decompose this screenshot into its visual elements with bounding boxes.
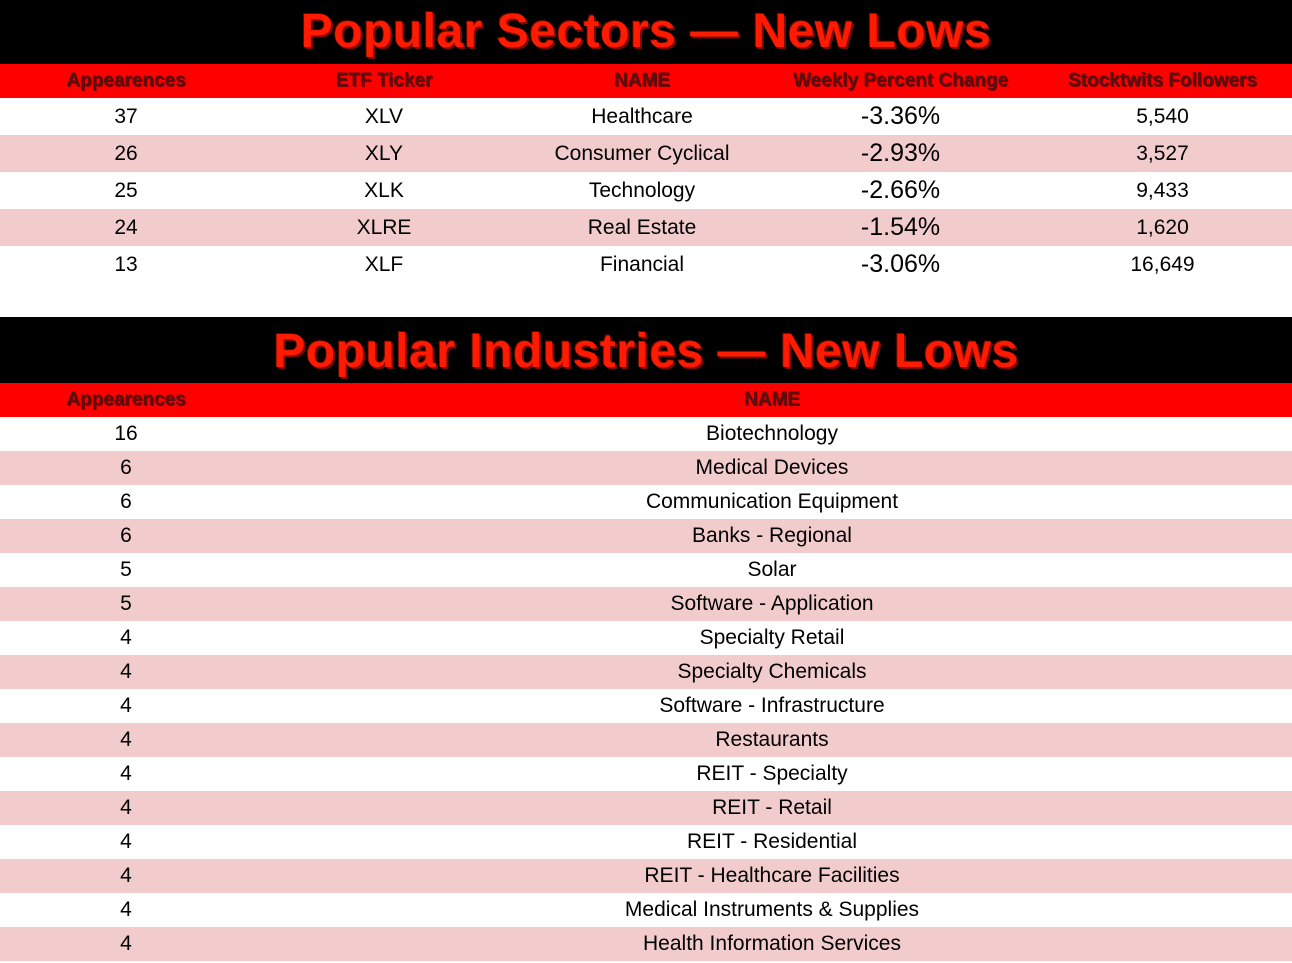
ticker-cell: XLY	[364, 141, 404, 165]
table-row	[0, 135, 1292, 172]
appearances-cell: 25	[114, 178, 138, 202]
appearances-cell: 24	[114, 215, 138, 239]
name-cell: Solar	[747, 558, 797, 581]
name-cell: Consumer Cyclical	[554, 141, 730, 165]
name-cell: Medical Instruments & Supplies	[624, 898, 920, 921]
appearances-cell: 4	[120, 830, 132, 853]
sectors-title: Popular Sectors — New Lows	[0, 0, 1292, 64]
table-row	[0, 825, 1292, 859]
name-cell: Health Information Services	[643, 932, 901, 955]
table-row	[0, 451, 1292, 485]
header-name: NAME	[614, 70, 670, 91]
header-etf-ticker: ETF Ticker	[335, 70, 433, 91]
table-row	[0, 485, 1292, 519]
industries-title: Popular Industries — New Lows	[0, 317, 1292, 383]
appearances-cell: 6	[120, 456, 132, 479]
name-cell: Software - Application	[670, 592, 874, 615]
name-cell: Real Estate	[587, 215, 697, 239]
table-row	[0, 689, 1292, 723]
appearances-cell: 4	[120, 898, 132, 921]
name-cell: REIT - Retail	[712, 796, 832, 819]
table-row	[0, 757, 1292, 791]
table-row	[0, 621, 1292, 655]
header-weekly-change: Weekly Percent Change	[792, 70, 1009, 91]
followers-cell: 3,527	[1136, 141, 1189, 165]
name-cell: Technology	[588, 178, 696, 202]
appearances-cell: 5	[120, 592, 132, 615]
table-row	[0, 587, 1292, 621]
name-cell: REIT - Residential	[686, 830, 857, 853]
name-cell: Specialty Chemicals	[677, 660, 867, 683]
table-row	[0, 172, 1292, 209]
appearances-cell: 6	[120, 524, 132, 547]
appearances-cell: 4	[120, 660, 132, 683]
name-cell: Banks - Regional	[692, 524, 852, 547]
appearances-cell: 26	[114, 141, 138, 165]
table-row	[0, 209, 1292, 246]
name-cell: Software - Infrastructure	[659, 694, 885, 717]
name-cell: Specialty Retail	[699, 626, 845, 649]
followers-cell: 5,540	[1136, 104, 1189, 128]
sectors-header-row	[0, 64, 1292, 98]
change-cell: -3.36%	[860, 102, 941, 130]
table-row	[0, 98, 1292, 135]
appearances-cell: 37	[114, 104, 138, 128]
table-row	[0, 893, 1292, 927]
change-cell: -1.54%	[860, 213, 941, 241]
appearances-cell: 16	[114, 422, 138, 445]
appearances-cell: 13	[114, 252, 138, 276]
table-row	[0, 519, 1292, 553]
appearances-cell: 4	[120, 762, 132, 785]
table-row	[0, 655, 1292, 689]
name-cell: Financial	[599, 252, 685, 276]
ticker-cell: XLK	[364, 178, 404, 202]
name-cell: Healthcare	[591, 104, 693, 128]
header-followers: Stocktwits Followers	[1068, 70, 1257, 91]
followers-cell: 1,620	[1136, 215, 1189, 239]
ticker-cell: XLRE	[356, 215, 412, 239]
change-cell: -2.66%	[860, 176, 941, 204]
appearances-cell: 4	[120, 864, 132, 887]
appearances-cell: 4	[120, 694, 132, 717]
change-cell: -2.93%	[860, 139, 941, 167]
appearances-cell: 4	[120, 626, 132, 649]
table-row	[0, 927, 1292, 961]
industries-header-row	[0, 383, 1292, 417]
table-row	[0, 246, 1292, 283]
name-cell: REIT - Healthcare Facilities	[644, 864, 900, 887]
section-spacer	[0, 283, 1292, 317]
industries-table-body	[0, 417, 1292, 961]
name-cell: Biotechnology	[706, 422, 838, 445]
table-row	[0, 791, 1292, 825]
sectors-table-body	[0, 98, 1292, 283]
name-cell: Medical Devices	[695, 456, 849, 479]
appearances-cell: 4	[120, 796, 132, 819]
followers-cell: 9,433	[1136, 178, 1189, 202]
appearances-cell: 5	[120, 558, 132, 581]
table-row	[0, 417, 1292, 451]
change-cell: -3.06%	[860, 250, 941, 278]
table-row	[0, 723, 1292, 757]
table-row	[0, 553, 1292, 587]
header-name: NAME	[744, 389, 800, 410]
name-cell: REIT - Specialty	[696, 762, 848, 785]
ticker-cell: XLF	[364, 252, 404, 276]
appearances-cell: 4	[120, 932, 132, 955]
header-appearances: Appearences	[66, 70, 186, 91]
appearances-cell: 4	[120, 728, 132, 751]
header-appearances: Appearences	[66, 389, 186, 410]
name-cell: Restaurants	[715, 728, 829, 751]
table-row	[0, 859, 1292, 893]
appearances-cell: 6	[120, 490, 132, 513]
ticker-cell: XLV	[364, 104, 404, 128]
name-cell: Communication Equipment	[645, 490, 899, 513]
followers-cell: 16,649	[1130, 252, 1195, 276]
